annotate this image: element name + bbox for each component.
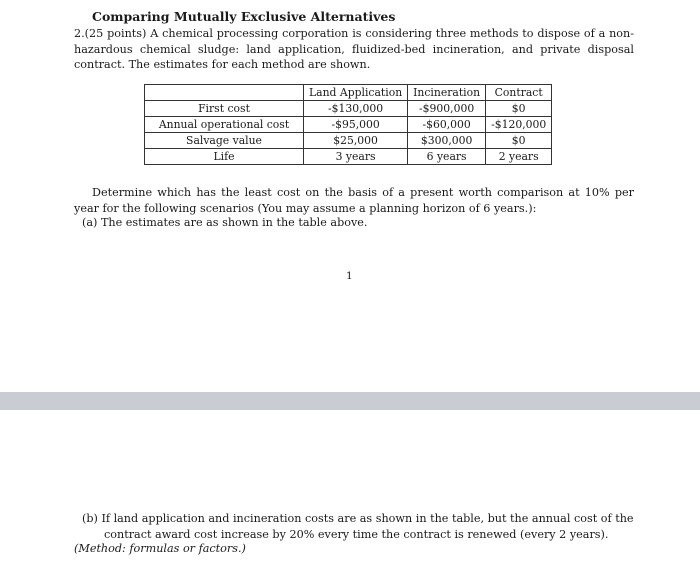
question-text: Determine which has the least cost on the basis of a present worth comparison at 10% per year for the following scenarios (You may assume a planning horizon of 6 years.):	[74, 186, 634, 215]
page-separator	[0, 392, 700, 410]
problem-number: 2.(25 points)	[74, 27, 147, 40]
row-label-annual-cost: Annual operational cost	[145, 117, 304, 133]
table-cell: 6 years	[408, 149, 486, 165]
table-cell: -$60,000	[408, 117, 486, 133]
row-label-first-cost: First cost	[145, 101, 304, 117]
table-cell: -$120,000	[486, 117, 552, 133]
document-page-2	[0, 410, 700, 567]
table-row	[145, 101, 552, 117]
table-row	[145, 117, 552, 133]
method-note: (Method: formulas or factors.)	[74, 542, 246, 555]
problem-intro-text: A chemical processing corporation is considering three methods to dispose of a non-hazardous chemical sludge: land application, fluidized-bed incineration, and private disposal contract. The estimates for each method are shown.	[74, 27, 634, 71]
table-header-land-application: Land Application	[304, 85, 408, 101]
row-label-life: Life	[145, 149, 304, 165]
table-row	[145, 133, 552, 149]
table-cell: -$95,000	[304, 117, 408, 133]
problem-intro	[74, 26, 634, 73]
table-header-contract: Contract	[486, 85, 552, 101]
section-title: Comparing Mutually Exclusive Alternatives	[92, 9, 396, 24]
table-cell: $0	[486, 133, 552, 149]
estimates-table	[144, 84, 552, 165]
part-b-paragraph: (b) If land application and incineration costs are as shown in the table, but the annual cost of the contract award cost increase by 20% every time the contract is renewed (every 2 years).	[82, 512, 634, 541]
table-cell: $0	[486, 101, 552, 117]
part-a-text: (a) The estimates are as shown in the table above.	[82, 216, 368, 229]
table-cell: -$900,000	[408, 101, 486, 117]
row-label-salvage-value: Salvage value	[145, 133, 304, 149]
table-cell: $300,000	[408, 133, 486, 149]
table-row	[145, 149, 552, 165]
table-header-blank	[145, 85, 304, 101]
table-cell: 2 years	[486, 149, 552, 165]
table-header-row	[145, 85, 552, 101]
table-cell: -$130,000	[304, 101, 408, 117]
table-header-incineration: Incineration	[408, 85, 486, 101]
table-cell: $25,000	[304, 133, 408, 149]
page-number: 1	[346, 270, 353, 282]
table-cell: 3 years	[304, 149, 408, 165]
part-b-text	[82, 511, 634, 542]
